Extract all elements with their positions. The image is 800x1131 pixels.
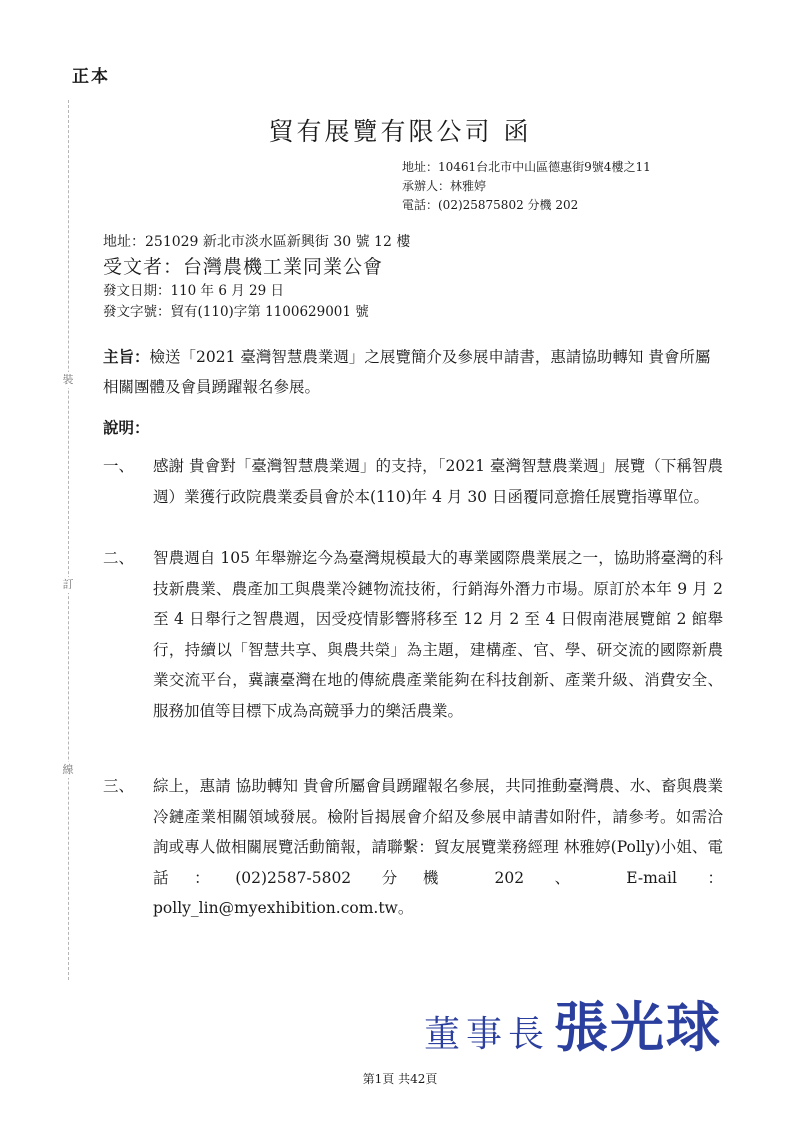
subject-section — [103, 342, 713, 402]
explanation-label: 說明： — [103, 418, 150, 437]
page-number: 第1頁 共42頁 — [362, 1072, 438, 1086]
recipient-info — [103, 231, 410, 323]
sender-address: 地址：10461台北市中山區德惠街9號4樓之11 — [402, 160, 651, 174]
sender-phone: 電話：(02)25875802 分機 202 — [402, 198, 579, 212]
sender-info — [402, 158, 651, 215]
binding-line — [68, 100, 69, 980]
subject-text: 檢送「2021 臺灣智慧農業週」之展覽簡介及參展申請書，惠請協助轉知 貴會所屬相關團體及會員踴躍報名參展。 — [103, 348, 711, 396]
item-number: 三、 — [103, 777, 135, 795]
recipient-name: 受文者：台灣農機工業同業公會 — [103, 256, 384, 278]
recipient-address: 地址：251029 新北市淡水區新興街 30 號 12 樓 — [103, 234, 411, 250]
reference-number: 發文字號：貿有(110)字第 1100629001 號 — [103, 304, 369, 320]
company-letter-title: 貿有展覽有限公司 函 — [268, 117, 532, 146]
original-copy-tag: 正本 — [72, 67, 110, 87]
item-text: 感謝 貴會對「臺灣智慧農業週」的支持，「2021 臺灣智慧農業週」展覽（下稱智農週）業獲行政院農業委員會於本(110)年 4 月 30 日函覆同意擔任展覽指導單位。 — [153, 457, 723, 506]
sender-contact: 承辦人：林雅婷 — [402, 179, 487, 193]
explanation-item — [103, 543, 723, 726]
signature-block — [424, 985, 722, 1062]
issue-date: 發文日期：110 年 6 月 29 日 — [103, 283, 284, 299]
binding-mark-staple: 訂 — [56, 577, 80, 593]
signature-title: 董事長 — [424, 1014, 551, 1055]
explanation-item — [103, 451, 723, 512]
binding-mark-line: 線 — [56, 762, 80, 778]
binding-mark-bind: 裝 — [56, 372, 80, 388]
item-number: 二、 — [103, 549, 135, 567]
item-text: 綜上，惠請 協助轉知 貴會所屬會員踴躍報名參展，共同推動臺灣農、水、畜與農業冷鏈產業相關領域發展。檢附旨揭展會介紹及參展申請書如附件，請參考。如需洽詢或專人做相關展覽活動簡報，請聯繫：貿友展覽業務經理 林雅婷(Polly)小姐、電話：(02)2587-5802 分機 202 、 E-mail ： polly_lin@myexhibition.com.tw。 — [153, 777, 723, 917]
signature-name: 張光球 — [554, 995, 723, 1059]
item-number: 一、 — [103, 457, 135, 475]
subject-label: 主旨： — [103, 347, 150, 366]
explanation-item — [103, 771, 723, 924]
item-text: 智農週自 105 年舉辦迄今為臺灣規模最大的專業國際農業展之一，協助將臺灣的科技新農業、農產加工與農業冷鏈物流技術，行銷海外潛力市場。原訂於本年 9 月 2 至 4 日舉行之智農週，因受疫情影響將移至 12 月 2 至 4 日假南港展覽館 2 館舉行，持續以「智慧共享、與農共榮」為主題，建構產、官、學、研交流的國際新農業交流平台，冀讓臺灣在地的傳統農產業能夠在科技創新、產業升級、消費安全、服務加值等目標下成為高競爭力的樂活農業。 — [153, 549, 723, 720]
